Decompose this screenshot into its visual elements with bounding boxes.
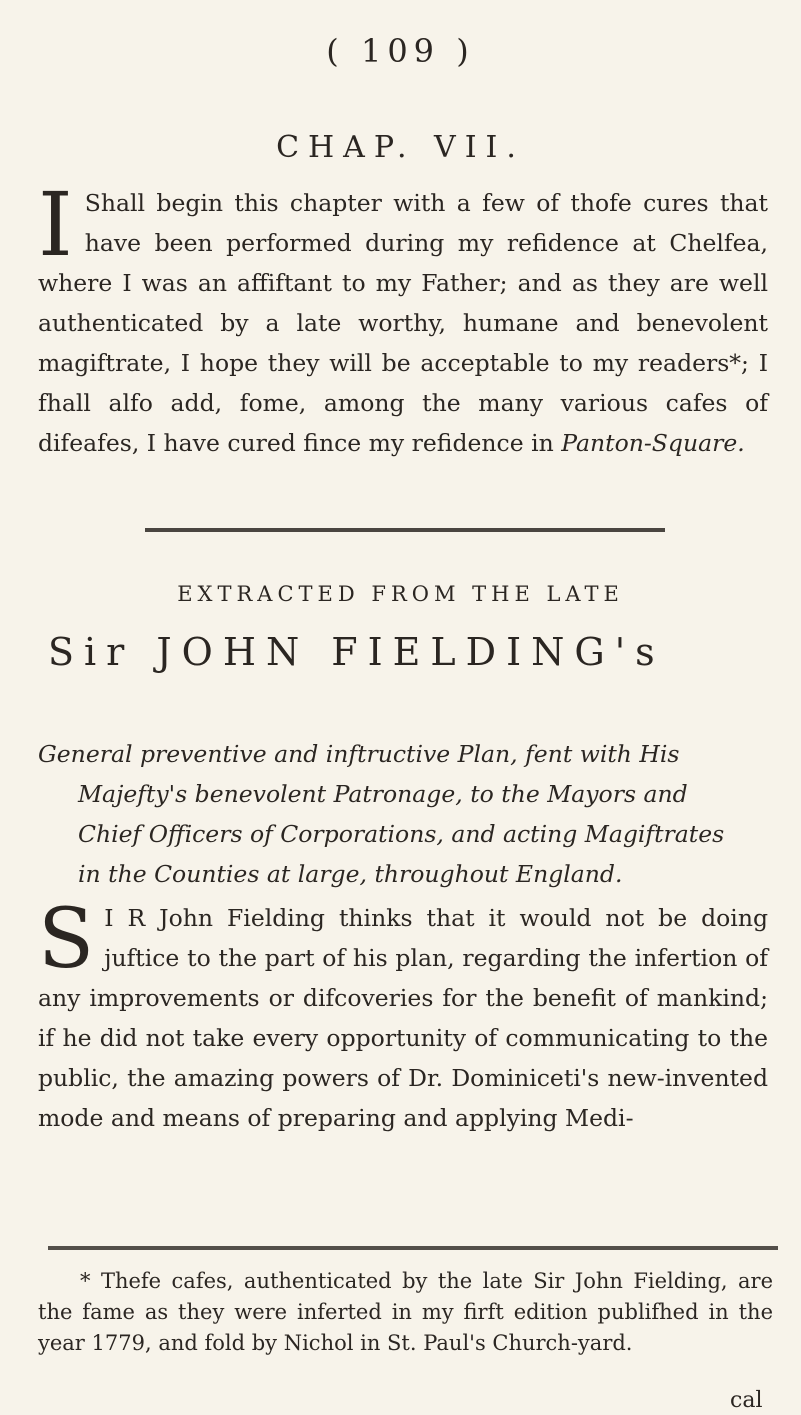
plan-subtitle — [38, 734, 768, 894]
subtitle-line-3: Chief Officers of Corporations, and acting Magiftrates — [78, 820, 725, 848]
subtitle-line-2: Majefty's benevolent Patronage, to the Mayors and — [78, 780, 688, 808]
page-number: ( 109 ) — [326, 32, 475, 70]
drop-cap-s: S — [38, 892, 95, 987]
drop-cap-i: I — [38, 173, 73, 276]
subtitle-line-4: in the Counties at large, throughout England. — [78, 860, 623, 888]
footnote: * Thefe cafes, authenticated by the late Sir John Fielding, are the fame as they were inferted in my firft edition publifhed in the year 1779, and fold by Nichol in St. Paul's Church-yard. — [38, 1269, 773, 1355]
sir-john-fielding-heading: Sir JOHN FIELDING's — [48, 630, 665, 674]
paragraph-2-text: I R John Fielding thinks that it would not be doing juftice to the part of his plan, regarding the infertion of any improvements or difcoveries for the benefit of mankind; if he did not take every opportunity of communicating to the public, the amazing powers of Dr. Dominiceti's new-invented mode and means of preparing and applying Medi- — [38, 904, 768, 1132]
paragraph-1 — [38, 173, 768, 463]
paragraph-1-text: Shall begin this chapter with a few of thofe cures that have been performed during my refidence at Chelfea, where I was an affiftant to my Father; and as they are well authenticated by a late worthy, humane and benevolent magiftrate, I hope they will be acceptable to my readers*; I fhall alfo add, fome, among the many various cafes of difeafes, I have cured fince my refidence in — [38, 189, 768, 457]
paragraph-2 — [38, 892, 768, 1138]
catchword: cal — [730, 1388, 763, 1413]
chapter-heading: CHAP. VII. — [276, 130, 525, 165]
footnote-divider — [48, 1246, 778, 1250]
extracted-heading: EXTRACTED FROM THE LATE — [177, 582, 624, 606]
subtitle-line-1: General preventive and inftructive Plan, fent with His — [38, 740, 680, 768]
place-name: Panton-Square. — [561, 429, 745, 457]
section-divider — [145, 528, 665, 532]
